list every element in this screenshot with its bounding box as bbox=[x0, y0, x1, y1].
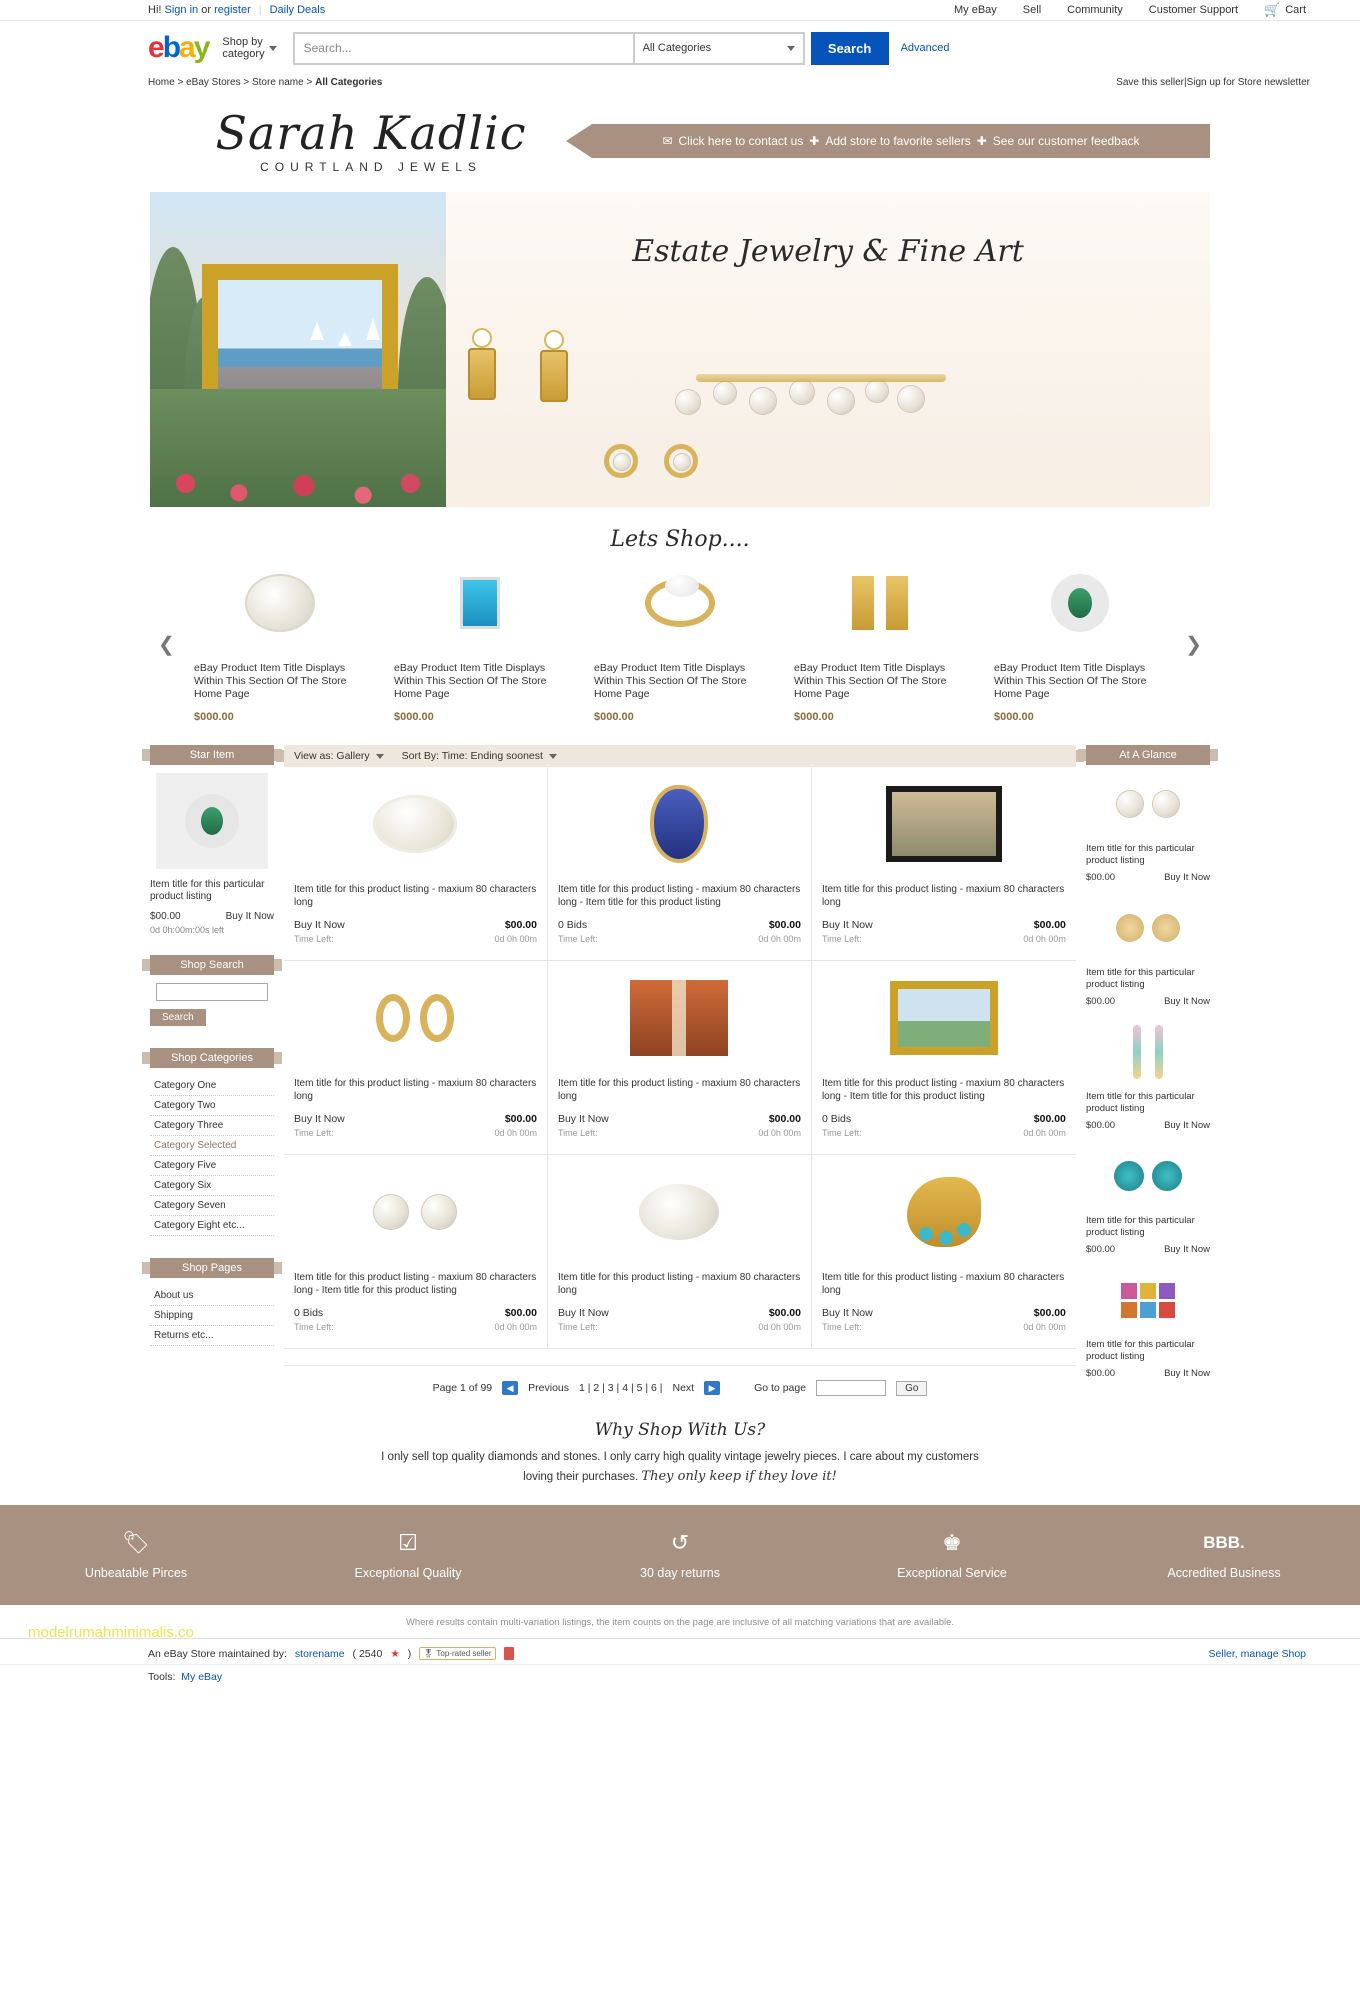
product-title: Item title for this product listing - maxium 80 characters long bbox=[557, 1078, 801, 1102]
glance-item-price: $00.00 bbox=[1086, 1244, 1116, 1255]
shop-pages-list bbox=[150, 1286, 274, 1346]
maintained-by-label: An eBay Store maintained by: bbox=[148, 1647, 287, 1660]
glance-item[interactable] bbox=[1086, 1145, 1210, 1255]
banner-title: Estate Jewelry & Fine Art bbox=[632, 234, 1024, 269]
mail-icon: ✉ bbox=[662, 134, 673, 148]
time-left-label: Time Left: bbox=[294, 1322, 334, 1332]
check-icon: ☑ bbox=[398, 1530, 418, 1555]
carousel-item-title: eBay Product Item Title Displays Within This Section Of The Store Home Page bbox=[194, 662, 347, 700]
multi-variation-note: Where results contain multi-variation listings, the item counts on the page are inclusive of all matching variations that are available. bbox=[405, 1617, 955, 1628]
previous-arrow-icon[interactable]: ◀ bbox=[502, 1381, 518, 1395]
glance-item[interactable] bbox=[1086, 773, 1210, 883]
next-arrow-icon[interactable]: ▶ bbox=[704, 1381, 720, 1395]
shop-by-category-button[interactable] bbox=[222, 36, 276, 60]
my-ebay-tool-link[interactable]: My eBay bbox=[181, 1671, 223, 1683]
ebay-badge-icon bbox=[504, 1647, 514, 1660]
product-card[interactable] bbox=[812, 1155, 1076, 1349]
community-link[interactable]: Community bbox=[1067, 4, 1123, 16]
sidebar-item-category-seven[interactable]: Category Seven bbox=[150, 1196, 274, 1216]
shop-search-button[interactable]: Search bbox=[150, 1009, 206, 1026]
product-image bbox=[294, 1169, 537, 1255]
product-card[interactable] bbox=[548, 767, 812, 961]
sidebar-item-returns[interactable]: Returns etc... bbox=[150, 1326, 274, 1346]
store-action-ribbon bbox=[592, 124, 1210, 158]
store-footer bbox=[0, 1638, 1360, 1693]
store-body bbox=[150, 745, 1210, 1400]
breadcrumb-store-name[interactable]: Store name bbox=[251, 77, 304, 88]
sidebar-item-category-three[interactable]: Category Three bbox=[150, 1116, 274, 1136]
save-seller-link[interactable]: Save this seller bbox=[1116, 77, 1184, 88]
daily-deals-link[interactable]: Daily Deals bbox=[269, 4, 326, 16]
tools-label: Tools: bbox=[148, 1671, 176, 1683]
product-card[interactable] bbox=[284, 767, 548, 961]
product-image bbox=[294, 781, 537, 867]
feature-label: Exceptional Quality bbox=[354, 1566, 462, 1580]
glance-item-image bbox=[1086, 1021, 1210, 1083]
chevron-down-icon bbox=[549, 754, 557, 759]
why-shop-section bbox=[150, 1420, 1210, 1487]
glance-item-mode: Buy It Now bbox=[1164, 1244, 1210, 1255]
breadcrumb: Home > eBay Stores > Store name > All Categories Save this seller|Sign up for Store newsletter bbox=[0, 77, 1360, 94]
star-item-price: $00.00 bbox=[150, 911, 181, 922]
sort-by-value: Sort By: Time: Ending soonest bbox=[401, 750, 543, 762]
feature-accredited-business bbox=[1088, 1530, 1360, 1580]
glance-item[interactable] bbox=[1086, 1269, 1210, 1379]
breadcrumb-actions: Save this seller|Sign up for Store newsletter bbox=[1116, 77, 1310, 88]
top-rated-label: Top-rated seller bbox=[436, 1649, 492, 1658]
time-left-label: Time Left: bbox=[821, 934, 862, 944]
store-container bbox=[150, 94, 1210, 1487]
product-price: $00.00 bbox=[1033, 1307, 1066, 1319]
product-card[interactable] bbox=[548, 1155, 812, 1349]
store-header bbox=[150, 108, 1210, 180]
star-item-buy-label: Buy It Now bbox=[225, 911, 274, 922]
product-image bbox=[822, 781, 1066, 867]
time-left-label: Time Left: bbox=[821, 1128, 862, 1138]
shop-categories-list bbox=[150, 1076, 274, 1236]
chevron-down-icon bbox=[269, 46, 277, 51]
product-card[interactable] bbox=[284, 1155, 548, 1349]
pagination bbox=[284, 1365, 1076, 1396]
carousel-item-image bbox=[794, 558, 966, 648]
glance-item-title: Item title for this particular product listing bbox=[1086, 1091, 1195, 1114]
store-name: Sarah Kadlic bbox=[215, 106, 527, 160]
product-price: $00.00 bbox=[1033, 1113, 1066, 1125]
product-mode: Buy It Now bbox=[294, 1113, 345, 1125]
product-mode: Buy It Now bbox=[821, 919, 873, 931]
product-image bbox=[558, 781, 801, 867]
product-grid-column bbox=[284, 745, 1076, 1400]
lets-shop-heading: Lets Shop.... bbox=[610, 527, 750, 552]
time-left-value: 0d 0h 00m bbox=[494, 1322, 537, 1332]
sidebar-item-category-six[interactable]: Category Six bbox=[150, 1176, 274, 1196]
product-title: Item title for this product listing - maxium 80 characters long - Item title for this product listing bbox=[821, 1078, 1065, 1102]
product-mode: 0 Bids bbox=[821, 1113, 852, 1125]
plus-icon-2: ✚ bbox=[976, 134, 987, 148]
feature-exceptional-service bbox=[816, 1530, 1088, 1580]
carousel-next-arrow[interactable]: ❯ bbox=[1185, 634, 1202, 656]
time-left-value: 0d 0h 00m bbox=[494, 1128, 537, 1138]
store-subtitle: COURTLAND JEWELS bbox=[260, 160, 482, 174]
previous-link[interactable]: Previous bbox=[528, 1382, 569, 1394]
view-as-value: View as: Gallery bbox=[294, 750, 370, 762]
product-mode: Buy It Now bbox=[821, 1307, 873, 1319]
left-sidebar bbox=[150, 745, 274, 1346]
feedback-link[interactable]: See our customer feedback bbox=[992, 134, 1140, 148]
sidebar-item-category-two[interactable]: Category Two bbox=[150, 1096, 274, 1116]
sidebar-item-category-eight[interactable]: Category Eight etc... bbox=[150, 1216, 274, 1236]
product-price: $00.00 bbox=[768, 919, 801, 931]
feedback-close: ) bbox=[407, 1647, 412, 1660]
greeting-text: Hi! bbox=[148, 4, 162, 16]
cart-button[interactable] bbox=[1264, 2, 1306, 18]
carousel-item[interactable] bbox=[380, 558, 580, 723]
search-input[interactable] bbox=[293, 32, 633, 65]
go-button[interactable]: Go bbox=[896, 1381, 927, 1396]
product-grid bbox=[284, 767, 1076, 1349]
or-text: or bbox=[201, 4, 211, 16]
category-select-value: All Categories bbox=[642, 42, 712, 54]
product-image bbox=[822, 975, 1066, 1061]
search-button[interactable]: Search bbox=[811, 32, 889, 65]
contact-us-link[interactable]: Click here to contact us bbox=[678, 134, 804, 148]
carousel-item[interactable] bbox=[780, 558, 980, 723]
product-price: $00.00 bbox=[504, 919, 537, 931]
chevron-down-icon bbox=[376, 754, 384, 759]
banner-jewelry-image[interactable] bbox=[446, 192, 1210, 507]
advanced-search-link[interactable]: Advanced bbox=[900, 42, 950, 54]
star-item-title: Item title for this particular product listing bbox=[150, 879, 265, 902]
product-title: Item title for this product listing - maxium 80 characters long bbox=[294, 884, 537, 908]
footer-seller-row bbox=[0, 1639, 1360, 1665]
glance-item[interactable] bbox=[1086, 1021, 1210, 1131]
painting-art bbox=[150, 192, 446, 507]
category-select[interactable] bbox=[633, 32, 805, 65]
carousel-item-image bbox=[994, 558, 1166, 648]
time-left-value: 0d 0h 00m bbox=[758, 1322, 801, 1332]
carousel-item[interactable] bbox=[180, 558, 380, 723]
product-title: Item title for this product listing - maxium 80 characters long bbox=[821, 1272, 1065, 1296]
feature-label: Accredited Business bbox=[1167, 1566, 1281, 1580]
carousel-item-image bbox=[194, 558, 366, 648]
time-left-label: Time Left: bbox=[294, 934, 334, 944]
glance-item-mode: Buy It Now bbox=[1164, 1368, 1210, 1379]
at-a-glance-sidebar bbox=[1086, 745, 1210, 1393]
carousel-item[interactable] bbox=[980, 558, 1180, 723]
search-placeholder: Search... bbox=[303, 41, 352, 55]
feature-30-day-returns bbox=[544, 1530, 816, 1580]
view-as-select[interactable] bbox=[294, 750, 384, 762]
store-banner bbox=[150, 192, 1210, 507]
carousel-item-price: $000.00 bbox=[394, 711, 434, 723]
glance-item-price: $00.00 bbox=[1086, 872, 1116, 883]
carousel-prev-arrow[interactable]: ❮ bbox=[158, 634, 175, 656]
time-left-value: 0d 0h 00m bbox=[1023, 1322, 1066, 1332]
feature-exceptional-quality bbox=[272, 1530, 544, 1580]
crown-icon: ♚ bbox=[942, 1530, 962, 1555]
glance-item-image bbox=[1086, 1145, 1210, 1207]
product-price: $00.00 bbox=[768, 1113, 801, 1125]
carousel-item-price: $000.00 bbox=[794, 711, 834, 723]
tag-icon: 🏷 bbox=[122, 1530, 150, 1555]
product-title: Item title for this product listing - maxium 80 characters long bbox=[821, 884, 1065, 908]
breadcrumb-ebay-stores[interactable]: eBay Stores bbox=[186, 77, 241, 88]
featured-carousel bbox=[150, 558, 1210, 723]
product-price: $00.00 bbox=[504, 1113, 537, 1125]
product-title: Item title for this product listing - maxium 80 characters long - Item title for this product listing bbox=[557, 884, 801, 908]
glance-item-mode: Buy It Now bbox=[1164, 996, 1210, 1007]
why-shop-heading: Why Shop With Us? bbox=[594, 1420, 766, 1440]
product-image bbox=[294, 975, 537, 1061]
time-left-label: Time Left: bbox=[557, 1128, 598, 1138]
ebay-top-bar bbox=[0, 0, 1360, 21]
sidebar-item-category-five[interactable]: Category Five bbox=[150, 1156, 274, 1176]
why-shop-line-1: I only sell top quality diamonds and stones. I only carry high quality vintage jewelry pieces. I care about my customers bbox=[381, 1451, 979, 1463]
product-title: Item title for this product listing - maxium 80 characters long bbox=[294, 1078, 537, 1102]
grid-toolbar bbox=[284, 745, 1076, 767]
feedback-count: ( 2540 bbox=[352, 1647, 383, 1660]
shop-search-heading: Shop Search bbox=[150, 955, 274, 975]
product-card[interactable] bbox=[548, 961, 812, 1155]
glance-item-title: Item title for this particular product listing bbox=[1086, 843, 1195, 866]
glance-item[interactable] bbox=[1086, 897, 1210, 1007]
carousel-item-price: $000.00 bbox=[594, 711, 634, 723]
register-link[interactable]: register bbox=[214, 4, 251, 16]
product-price: $00.00 bbox=[1033, 919, 1066, 931]
page-numbers[interactable]: 1 | 2 | 3 | 4 | 5 | 6 | bbox=[579, 1382, 663, 1394]
product-mode: Buy It Now bbox=[557, 1113, 609, 1125]
topbar-right-links bbox=[954, 2, 1336, 18]
return-icon: ↺ bbox=[670, 1530, 690, 1555]
ebay-header bbox=[0, 21, 1360, 77]
topbar-divider: | bbox=[258, 4, 262, 16]
shop-pages-heading: Shop Pages bbox=[150, 1258, 274, 1278]
carousel-item-title: eBay Product Item Title Displays Within This Section Of The Store Home Page bbox=[394, 662, 547, 700]
product-image bbox=[558, 975, 801, 1061]
carousel-item-title: eBay Product Item Title Displays Within This Section Of The Store Home Page bbox=[794, 662, 947, 700]
shop-categories-heading: Shop Categories bbox=[150, 1048, 274, 1068]
time-left-label: Time Left: bbox=[557, 934, 598, 944]
sidebar-item-category-one[interactable]: Category One bbox=[150, 1076, 274, 1096]
product-card[interactable] bbox=[812, 961, 1076, 1155]
plus-icon-1: ✚ bbox=[809, 134, 820, 148]
shop-search-input[interactable] bbox=[156, 983, 268, 1001]
sidebar-item-about-us[interactable]: About us bbox=[150, 1286, 274, 1306]
why-shop-line-2a: loving their purchases. bbox=[523, 1471, 639, 1483]
product-title: Item title for this product listing - maxium 80 characters long bbox=[557, 1272, 801, 1296]
glance-item-image bbox=[1086, 897, 1210, 959]
cart-icon: 🛒 bbox=[1264, 2, 1281, 17]
watermark-text: modelrumahminimalis.co bbox=[28, 1624, 194, 1641]
carousel-item-price: $000.00 bbox=[194, 711, 234, 723]
product-image bbox=[558, 1169, 801, 1255]
carousel-item-title: eBay Product Item Title Displays Within This Section Of The Store Home Page bbox=[594, 662, 747, 700]
sidebar-item-category-selected[interactable]: Category Selected bbox=[150, 1136, 274, 1156]
star-item-card[interactable] bbox=[150, 773, 274, 935]
footer-tools-row bbox=[0, 1665, 1360, 1693]
customer-support-link[interactable]: Customer Support bbox=[1148, 4, 1239, 16]
feature-label: Unbeatable Pirces bbox=[84, 1566, 188, 1580]
product-price: $00.00 bbox=[768, 1307, 801, 1319]
feature-unbeatable-prices bbox=[0, 1530, 272, 1580]
glance-item-title: Item title for this particular product listing bbox=[1086, 967, 1195, 990]
sign-in-link[interactable]: Sign in bbox=[164, 4, 199, 16]
time-left-label: Time Left: bbox=[294, 1128, 334, 1138]
product-mode: Buy It Now bbox=[294, 919, 345, 931]
time-left-value: 0d 0h 00m bbox=[758, 934, 801, 944]
time-left-label: Time Left: bbox=[557, 1322, 598, 1332]
next-link[interactable]: Next bbox=[672, 1382, 695, 1394]
time-left-label: Time Left: bbox=[821, 1322, 862, 1332]
product-title: Item title for this product listing - maxium 80 characters long - Item title for this product listing bbox=[294, 1272, 537, 1296]
cart-label[interactable]: Cart bbox=[1285, 4, 1306, 16]
banner-painting-image[interactable] bbox=[150, 192, 446, 507]
bbb-icon: BBB. bbox=[1203, 1533, 1245, 1552]
page-of-label: Page 1 of 99 bbox=[432, 1382, 493, 1394]
sort-by-select[interactable] bbox=[402, 750, 557, 762]
ebay-logo[interactable]: ebay bbox=[148, 31, 209, 64]
go-to-page-label: Go to page bbox=[754, 1382, 807, 1394]
breadcrumb-home[interactable]: Home bbox=[148, 77, 175, 88]
glance-item-image bbox=[1086, 773, 1210, 835]
category-label: category bbox=[222, 48, 265, 60]
time-left-value: 0d 0h 00m bbox=[1023, 934, 1066, 944]
sell-link[interactable]: Sell bbox=[1022, 4, 1042, 16]
time-left-value: 0d 0h 00m bbox=[758, 1128, 801, 1138]
carousel-item-title: eBay Product Item Title Displays Within This Section Of The Store Home Page bbox=[994, 662, 1147, 700]
time-left-value: 0d 0h 00m bbox=[1023, 1128, 1066, 1138]
carousel-item-image bbox=[394, 558, 566, 648]
add-favorite-link[interactable]: Add store to favorite sellers bbox=[825, 134, 971, 148]
glance-item-price: $00.00 bbox=[1086, 1368, 1116, 1379]
feature-label: 30 day returns bbox=[640, 1566, 720, 1580]
product-price: $00.00 bbox=[504, 1307, 537, 1319]
breadcrumb-current: All Categories bbox=[315, 77, 383, 88]
glance-item-price: $00.00 bbox=[1086, 1120, 1116, 1131]
glance-item-mode: Buy It Now bbox=[1164, 1120, 1210, 1131]
glance-item-image bbox=[1086, 1269, 1210, 1331]
store-name-link[interactable]: storename bbox=[294, 1647, 345, 1660]
star-item-time-left: 0d 0h:00m:00s left bbox=[150, 925, 225, 935]
features-bar bbox=[0, 1505, 1360, 1605]
product-card[interactable] bbox=[812, 767, 1076, 961]
glance-item-price: $00.00 bbox=[1086, 996, 1116, 1007]
time-left-value: 0d 0h 00m bbox=[494, 934, 537, 944]
medal-icon: 🎖 bbox=[423, 1649, 434, 1658]
my-ebay-link[interactable]: My eBay bbox=[954, 4, 997, 16]
glance-item-mode: Buy It Now bbox=[1164, 872, 1210, 883]
carousel-item-image bbox=[594, 558, 766, 648]
glance-item-title: Item title for this particular product listing bbox=[1086, 1215, 1195, 1238]
sidebar-item-shipping[interactable]: Shipping bbox=[150, 1306, 274, 1326]
star-icon: ★ bbox=[390, 1647, 400, 1660]
shop-by-label: Shop by bbox=[222, 36, 263, 48]
feature-label: Exceptional Service bbox=[897, 1566, 1007, 1580]
product-mode: 0 Bids bbox=[557, 919, 588, 931]
top-rated-seller-badge bbox=[419, 1647, 495, 1660]
product-image bbox=[822, 1169, 1066, 1255]
product-mode: Buy It Now bbox=[557, 1307, 609, 1319]
glance-item-title: Item title for this particular product listing bbox=[1086, 1339, 1195, 1362]
star-item-heading: Star Item bbox=[150, 745, 274, 765]
newsletter-link[interactable]: Sign up for Store newsletter bbox=[1186, 77, 1310, 88]
product-card[interactable] bbox=[284, 961, 548, 1155]
seller-manage-shop-link[interactable]: Seller, manage Shop bbox=[1208, 1647, 1306, 1660]
go-to-page-input[interactable] bbox=[816, 1380, 886, 1396]
at-a-glance-heading: At A Glance bbox=[1086, 745, 1210, 765]
why-shop-line-2b: They only keep if they love it! bbox=[641, 1469, 837, 1484]
chevron-down-icon bbox=[787, 46, 795, 51]
carousel-item-price: $000.00 bbox=[994, 711, 1034, 723]
carousel-item[interactable] bbox=[580, 558, 780, 723]
star-item-image bbox=[156, 773, 268, 869]
product-mode: 0 Bids bbox=[294, 1307, 324, 1319]
